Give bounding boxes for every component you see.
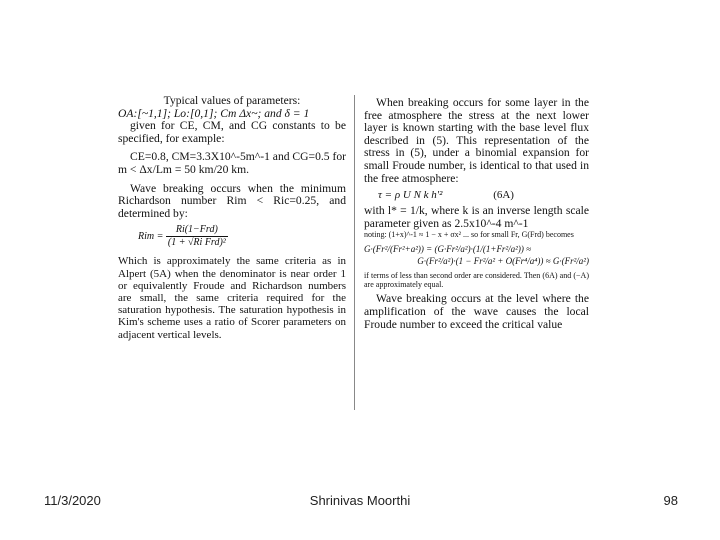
richardson-equation-lhs: Rim = (138, 231, 164, 243)
wave-breaking-criterion-text: Wave breaking occurs when the minimum Richardson number Rim < Ric=0.25, and determined by: (118, 181, 346, 220)
breaking-layer-text: When breaking occurs for some layer in the free atmosphere the stress at the next lower layer is known starting with the base level flux described in (5). This representation of the stress in (5), under a binomial expansion for small Froude number, is identical to that used in the free atmosphere: (364, 96, 589, 185)
stress-equation (364, 189, 589, 201)
richardson-numerator: Ri(1−Frd) (166, 224, 228, 237)
approximate-criteria-text: Which is approximately the same criteria as in Alpert (5A) when the denominator is near order 1 or equivalently Froude and Richardson numbers are small, the same criteria required for the saturation hypothesis. The saturation hypothesis in Kim's scheme uses a ratio of Scorer parameters on adjacent vertical levels. (118, 255, 346, 341)
stress-equation-label: (6A) (493, 189, 514, 202)
stress-equation-body: τ = ρ U N k h'² (378, 189, 443, 202)
richardson-fraction (166, 224, 228, 249)
scanned-page-excerpt (118, 95, 603, 420)
constants-example-line: CE=0.8, CM=3.3X10^-5m^-1 and CG=0.5 for m < Δx/Lm = 50 km/20 km. (118, 150, 346, 176)
binomial-noting-text: noting: (1+x)^-1 ≈ 1 − x + σx² ... so for small Fr, G(Frd) becomes (364, 230, 574, 240)
richardson-equation (118, 224, 346, 249)
left-column (118, 95, 346, 341)
typical-values-ranges: OA:[~1,1]; Lo:[0,1]; Cm Δx~; and δ = 1 (118, 106, 310, 120)
inverse-length-scale-text: with l* = 1/k, where k is an inverse length scale parameter given as 2.5x10^-4 m^-1 (364, 204, 589, 230)
wave-breaking-level-text: Wave breaking occurs at the level where the amplification of the wave causes the local Froude number to exceed the critical value (364, 292, 589, 331)
footer-author: Shrinivas Moorthi (309, 493, 411, 508)
higher-order-note: if terms of less than second order are considered. Then (6A) and (−A) are approximately equal. (364, 271, 589, 290)
column-divider (354, 95, 355, 410)
right-column (364, 97, 589, 331)
footer-date: 11/3/2020 (44, 493, 101, 508)
footer-page-number: 98 (663, 493, 678, 508)
given-constants-text: given for CE, CM, and CG constants to be specified, for example: (118, 119, 346, 145)
richardson-denominator: (1 + √Ri Frd)² (167, 237, 226, 249)
expansion-equation-line-2: G·(Fr²/a²)·(1 − Fr²/a² + O(Fr⁴/a⁴)) ≈ G·(Fr²/a²) (417, 256, 589, 267)
typical-values-heading: Typical values of parameters: (163, 94, 301, 107)
expansion-equation-line-1: G·(Fr²/(Fr²+a²)) = (G·Fr²/a²)·(1/(1+Fr²/a²)) ≈ (364, 244, 532, 255)
